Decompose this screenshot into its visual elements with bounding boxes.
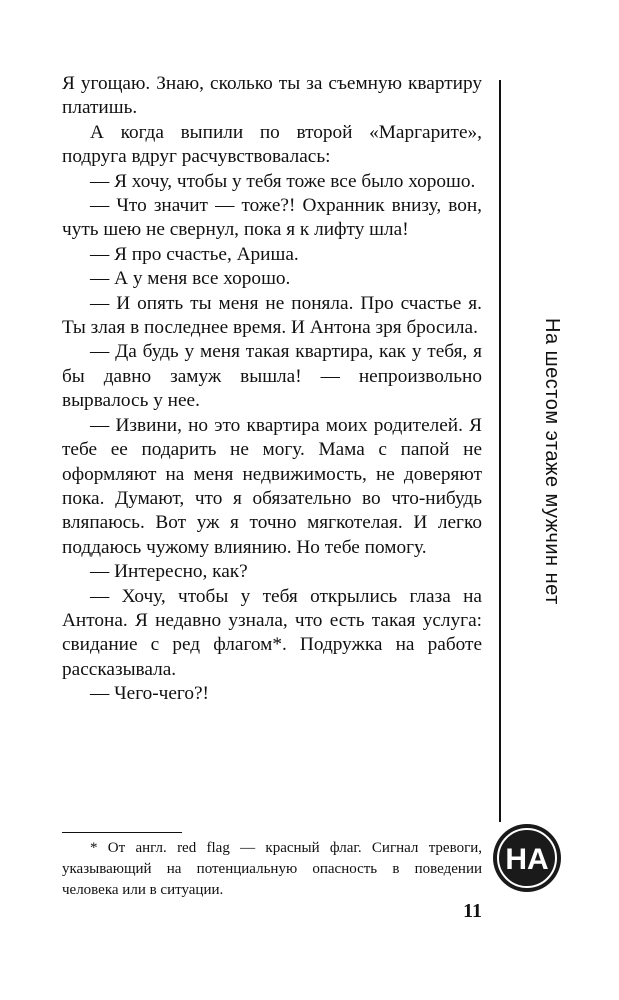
running-head: На шестом этаже мужчин нет [541, 318, 563, 605]
logo-text: НА [505, 843, 549, 876]
vertical-rule [499, 80, 501, 822]
paragraph: — Я про счастье, Ариша. [90, 243, 299, 265]
paragraph: — Я хочу, чтобы у тебя тоже все было хорошо. [90, 170, 476, 192]
publisher-logo-icon [492, 823, 562, 893]
paragraph: А когда выпили по второй «Маргарите», подруга вдруг расчувствовалась: [62, 121, 482, 168]
paragraph: — Интересно, как? [90, 561, 248, 583]
paragraph: Я угощаю. Знаю, сколько ты за съемную квартиру платишь. [62, 73, 482, 119]
paragraph: — Да будь у меня такая квартира, как у тебя, я бы давно замуж вышла! — непроизвольно вырвалось у нее. [62, 341, 482, 412]
paragraph: — И опять ты меня не поняла. Про счастье я. Ты злая в последнее время. И Антона зря бросила. [62, 292, 482, 339]
paragraph: — Извини, но это квартира моих родителей. Я тебе ее подарить не могу. Мама с папой не оформляют на меня недвижимость, не доверяют пока. Думают, что я обязательно во что-нибудь вляпаюсь. Вот уж я точно мягкотелая. И легко поддаюсь чужому влиянию. Но тебе помогу. [62, 414, 482, 558]
paragraph: — Чего-чего?! [90, 683, 209, 705]
footnote [62, 838, 482, 901]
paragraph: — Хочу, чтобы у тебя открылись глаза на Антона. Я недавно узнала, что есть такая услуга: свидание с ред флагом*. Подружка на работе рассказывала. [62, 585, 482, 680]
page-number: 11 [463, 900, 482, 922]
paragraph: — Что значит — тоже?! Охранник внизу, вон, чуть шею не свернул, пока я к лифту шла! [62, 195, 482, 241]
footnote-rule [62, 832, 182, 833]
body-text [62, 72, 482, 707]
footnote-text: * От англ. red flag — красный флаг. Сигнал тревоги, указывающий на потенциальную опасность в поведении человека или в ситуации. [62, 840, 482, 898]
paragraph: — А у меня все хорошо. [90, 268, 291, 290]
